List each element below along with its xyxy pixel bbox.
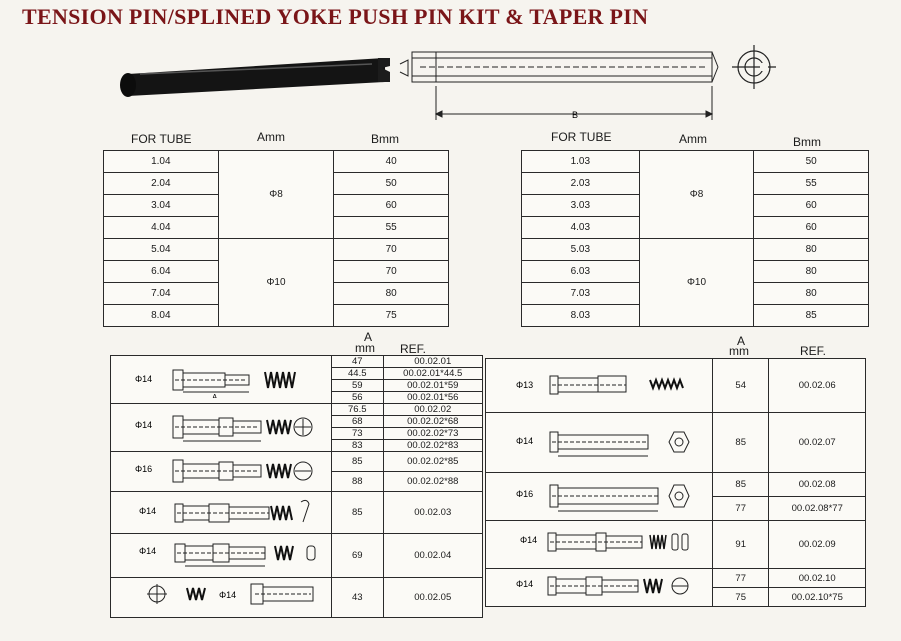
- clip-icon: [301, 500, 309, 522]
- table-cell: 75: [334, 305, 449, 327]
- table-cell: 80: [754, 283, 869, 305]
- table-cell: 77: [712, 569, 769, 588]
- push-pin-drawing: [115, 534, 329, 574]
- table-cell: 70: [334, 239, 449, 261]
- table-cell: 1.03: [522, 151, 640, 173]
- table-cell: 00.02.02*68: [383, 416, 482, 428]
- table-cell: 50: [334, 173, 449, 195]
- dia-label: Φ14: [516, 579, 534, 589]
- page-bottom-edge: [0, 628, 901, 641]
- table-cell: 59: [331, 380, 383, 392]
- table-cell: 00.02.10: [769, 569, 866, 588]
- table-cell: 55: [754, 173, 869, 195]
- dia-label: Φ14: [135, 374, 153, 384]
- table-cell: 56: [331, 392, 383, 404]
- table-cell: 3.03: [522, 195, 640, 217]
- table-cell: 83: [331, 440, 383, 452]
- dia-label: Φ14: [139, 506, 157, 516]
- spring-icon: [271, 506, 292, 520]
- table-cell: 00.02.08*77: [769, 497, 866, 521]
- lower-right-col-mm: mm: [729, 344, 749, 358]
- lower-left-col-mm: mm: [355, 341, 375, 355]
- part-drawing-cell: [111, 404, 332, 452]
- table-cell: 00.02.07: [769, 413, 866, 473]
- right-spec-table: [521, 150, 869, 327]
- nut-icon: [669, 485, 689, 507]
- table-cell: Φ8: [218, 151, 334, 239]
- left-header-tube: FOR TUBE: [131, 132, 192, 146]
- push-pin-drawing: [490, 473, 710, 517]
- lower-right-parts-table: [485, 358, 866, 607]
- table-cell: 44.5: [331, 368, 383, 380]
- dia-label: Φ14: [139, 546, 157, 556]
- table-cell: 47: [331, 356, 383, 368]
- left-header-a: Amm: [257, 130, 285, 144]
- part-drawing-cell: [486, 521, 713, 569]
- table-cell: 60: [754, 217, 869, 239]
- part-drawing-cell: [486, 413, 713, 473]
- push-pin-drawing: [490, 521, 710, 565]
- table-cell: Φ8: [639, 151, 754, 239]
- clip-icon: [294, 418, 312, 436]
- table-cell: 8.03: [522, 305, 640, 327]
- spring-icon: [275, 546, 293, 560]
- table-cell: 2.03: [522, 173, 640, 195]
- spring-icon: [644, 579, 662, 593]
- table-cell: 88: [331, 472, 383, 492]
- page-title: TENSION PIN/SPLINED YOKE PUSH PIN KIT & TAPER PIN: [22, 4, 649, 29]
- table-cell: 7.03: [522, 283, 640, 305]
- table-cell: 00.02.01: [383, 356, 482, 368]
- table-cell: 54: [712, 359, 769, 413]
- table-cell: 60: [754, 195, 869, 217]
- table-cell: 85: [331, 452, 383, 472]
- table-cell: 85: [712, 473, 769, 497]
- end-view-icon: [147, 584, 167, 604]
- push-pin-drawing: [490, 362, 710, 406]
- table-cell: 69: [331, 534, 383, 578]
- pin-end-view-icon: [732, 45, 776, 89]
- table-cell: 00.02.01*59: [383, 380, 482, 392]
- table-cell: 50: [754, 151, 869, 173]
- table-cell: 00.02.04: [383, 534, 482, 578]
- spring-icon: [265, 372, 295, 388]
- part-drawing-cell: [111, 578, 332, 618]
- table-cell: 00.02.01*56: [383, 392, 482, 404]
- part-drawing-cell: [486, 473, 713, 521]
- push-pin-drawing: [115, 404, 329, 448]
- push-pin-drawing: [115, 578, 329, 614]
- push-pin-drawing: [490, 416, 710, 466]
- table-cell: 73: [331, 428, 383, 440]
- table-cell: 00.02.09: [769, 521, 866, 569]
- clip-icon: [672, 578, 688, 594]
- table-cell: 55: [334, 217, 449, 239]
- dia-label: Φ16: [135, 464, 153, 474]
- table-cell: 5.04: [104, 239, 219, 261]
- part-drawing-cell: [111, 492, 332, 534]
- table-cell: 85: [754, 305, 869, 327]
- table-cell: 8.04: [104, 305, 219, 327]
- table-cell: 00.02.02*73: [383, 428, 482, 440]
- table-cell: 2.04: [104, 173, 219, 195]
- lower-left-col-a: A: [364, 330, 373, 344]
- table-cell: 00.02.05: [383, 578, 482, 618]
- table-cell: 00.02.01*44.5: [383, 368, 482, 380]
- table-cell: 4.03: [522, 217, 640, 239]
- table-cell: 77: [712, 497, 769, 521]
- push-pin-drawing: [490, 569, 710, 603]
- table-cell: 60: [334, 195, 449, 217]
- right-header-tube: FOR TUBE: [551, 130, 612, 144]
- table-cell: 00.02.02*85: [383, 452, 482, 472]
- part-drawing-cell: [486, 359, 713, 413]
- dia-label: Φ14: [516, 436, 534, 446]
- table-cell: 00.02.02*88: [383, 472, 482, 492]
- table-cell: 7.04: [104, 283, 219, 305]
- drawing-label: A: [212, 393, 218, 398]
- pin-technical-drawing: [400, 52, 718, 120]
- lower-right-col-a: A: [737, 334, 746, 348]
- push-pin-drawing: [115, 492, 329, 530]
- tension-pin-photo: [120, 58, 390, 97]
- table-cell: 4.04: [104, 217, 219, 239]
- spring-icon: [650, 535, 666, 549]
- table-cell: Φ10: [639, 239, 754, 327]
- table-cell: 68: [331, 416, 383, 428]
- hero-illustration: [0, 0, 901, 130]
- lower-left-parts-table: [110, 355, 483, 618]
- left-spec-table: [103, 150, 449, 327]
- table-cell: 00.02.02: [383, 404, 482, 416]
- spring-icon: [267, 464, 291, 478]
- dia-label: Φ14: [219, 590, 237, 600]
- table-cell: 00.02.03: [383, 492, 482, 534]
- dia-label: Φ16: [516, 489, 534, 499]
- part-drawing-cell: [111, 452, 332, 492]
- dim-b-label: B: [572, 110, 579, 120]
- table-cell: 40: [334, 151, 449, 173]
- table-cell: 6.03: [522, 261, 640, 283]
- table-cell: 80: [334, 283, 449, 305]
- bushing-icon: [682, 534, 688, 550]
- table-cell: 00.02.08: [769, 473, 866, 497]
- table-cell: 3.04: [104, 195, 219, 217]
- lower-right-col-ref: REF.: [800, 344, 827, 358]
- table-cell: 00.02.02*83: [383, 440, 482, 452]
- table-cell: 1.04: [104, 151, 219, 173]
- table-cell: 5.03: [522, 239, 640, 261]
- dia-label: Φ14: [520, 535, 538, 545]
- spring-icon: [187, 588, 205, 600]
- part-drawing-cell: [486, 569, 713, 607]
- table-cell: 43: [331, 578, 383, 618]
- part-drawing-cell: [111, 356, 332, 404]
- part-drawing-cell: [111, 534, 332, 578]
- spring-icon: [650, 380, 683, 388]
- bushing-icon: [307, 546, 315, 560]
- nut-icon: [669, 432, 689, 452]
- clip-icon: [294, 462, 312, 480]
- table-cell: Φ10: [218, 239, 334, 327]
- right-header-b: Bmm: [793, 135, 821, 149]
- table-cell: 80: [754, 239, 869, 261]
- table-cell: 00.02.06: [769, 359, 866, 413]
- table-cell: 75: [712, 588, 769, 607]
- lower-left-col-ref: REF.: [400, 342, 427, 356]
- push-pin-drawing: [115, 452, 329, 488]
- table-cell: 00.02.10*75: [769, 588, 866, 607]
- dia-label: Φ13: [516, 380, 534, 390]
- table-cell: 76.5: [331, 404, 383, 416]
- table-cell: 80: [754, 261, 869, 283]
- table-cell: 6.04: [104, 261, 219, 283]
- table-cell: 85: [712, 413, 769, 473]
- right-header-a: Amm: [679, 132, 707, 146]
- table-cell: 85: [331, 492, 383, 534]
- spring-icon: [267, 420, 291, 434]
- left-header-b: Bmm: [371, 132, 399, 146]
- table-cell: 91: [712, 521, 769, 569]
- dia-label: Φ14: [135, 420, 153, 430]
- bushing-icon: [672, 534, 678, 550]
- push-pin-drawing: [115, 358, 329, 398]
- table-cell: 70: [334, 261, 449, 283]
